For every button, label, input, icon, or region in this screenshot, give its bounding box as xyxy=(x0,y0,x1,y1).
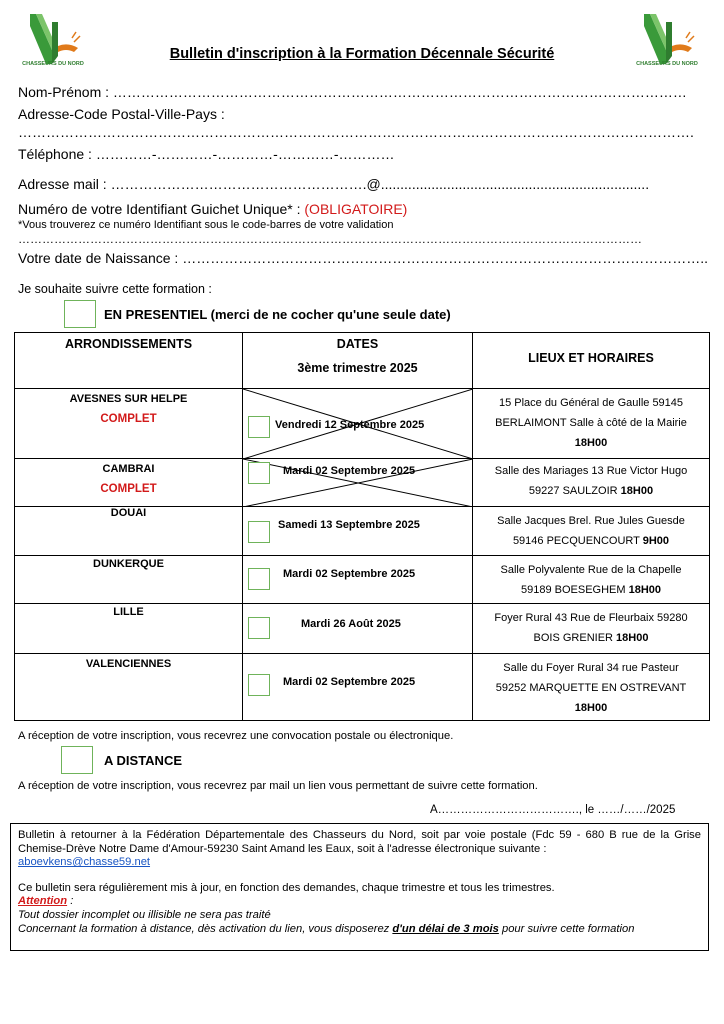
row-city: VALENCIENNES xyxy=(85,658,172,670)
guichet-field[interactable] xyxy=(18,201,407,217)
distance-checkbox[interactable] xyxy=(61,746,93,774)
signature-place-date[interactable]: A………………………………., le ……/……/2025 xyxy=(430,804,676,816)
date-cell xyxy=(243,604,473,654)
row-city: DUNKERQUE xyxy=(93,558,164,570)
formation-intro: Je souhaite suivre cette formation : xyxy=(18,282,212,296)
logo-text: CHASSEURS DU NORD xyxy=(22,61,84,67)
date-checkbox[interactable] xyxy=(248,617,270,639)
date-checkbox[interactable] xyxy=(248,674,270,696)
document-title: Bulletin d'inscription à la Formation Décennale Sécurité xyxy=(169,46,555,62)
nom-label: Nom-Prénom : xyxy=(18,84,113,100)
row-horaire: 18H00 xyxy=(574,702,608,714)
naissance-field[interactable] xyxy=(18,250,708,266)
row-lieu: BOIS GRENIER xyxy=(533,632,617,644)
mail-field[interactable] xyxy=(18,176,649,192)
row-horaire: 18H00 xyxy=(628,584,662,596)
mail-dots: ……………………………………………….@..................................................................... xyxy=(110,176,650,192)
row-date: Mardi 26 Août 2025 xyxy=(301,618,401,630)
date-cell xyxy=(243,654,473,721)
row-city: LILLE xyxy=(113,606,144,618)
row-lieu: 59252 MARQUETTE EN OSTREVANT xyxy=(495,682,687,694)
table-row xyxy=(15,459,710,507)
telephone-field[interactable] xyxy=(18,146,395,162)
row-status: COMPLET xyxy=(100,413,157,425)
attention-colon: : xyxy=(67,895,74,908)
table-row xyxy=(15,556,710,604)
distance-delay-highlight: d'un délai de 3 mois xyxy=(392,922,499,935)
telephone-dots: …………-…………-…………-…………-………… xyxy=(95,146,395,162)
telephone-label: Téléphone : xyxy=(18,146,96,162)
date-cell xyxy=(243,556,473,604)
presentiel-label: EN PRESENTIEL (merci de ne cocher qu'une seule date) xyxy=(104,307,451,322)
row-horaire: 18H00 xyxy=(574,437,608,449)
logo-text: CHASSEURS DU NORD xyxy=(636,61,698,67)
header-lieux: LIEUX ET HORAIRES xyxy=(473,333,710,389)
date-checkbox[interactable] xyxy=(248,521,270,543)
row-lieu: 59146 PECQUENCOURT xyxy=(512,535,643,547)
row-lieu: 15 Place du Général de Gaulle 59145 xyxy=(498,397,684,409)
reception-presentiel-note: A réception de votre inscription, vous recevrez une convocation postale ou électronique. xyxy=(18,730,454,742)
row-lieu: Foyer Rural 43 Rue de Fleurbaix 59280 xyxy=(494,612,688,624)
reception-distance-note: A réception de votre inscription, vous recevrez par mail un lien vous permettant de suivre cette formation. xyxy=(18,780,538,792)
row-lieu: Salle Polyvalente Rue de la Chapelle xyxy=(500,564,682,576)
row-horaire: 18H00 xyxy=(620,485,654,497)
row-lieu: Salle du Foyer Rural 34 rue Pasteur xyxy=(503,662,679,674)
row-date: Mardi 02 Septembre 2025 xyxy=(283,676,416,688)
guichet-note: *Vous trouverez ce numéro Identifiant sous le code-barres de votre validation xyxy=(18,219,394,231)
return-instructions-box xyxy=(10,823,709,951)
header-arrondissements: ARRONDISSEMENTS xyxy=(15,333,243,389)
distance-label: A DISTANCE xyxy=(104,753,182,768)
row-date: Mardi 02 Septembre 2025 xyxy=(283,568,416,580)
naissance-label: Votre date de Naissance : xyxy=(18,250,183,266)
presentiel-checkbox[interactable] xyxy=(64,300,96,328)
distance-delay-text: Concernant la formation à distance, dès activation du lien, vous disposerez xyxy=(18,922,393,935)
attention-label: Attention xyxy=(18,895,68,908)
sessions-table xyxy=(14,332,710,721)
row-lieu: Salle des Mariages 13 Rue Victor Hugo xyxy=(494,465,688,477)
guichet-dots[interactable]: ………………………………………………………………………………………………………………………………………… xyxy=(18,232,642,246)
row-horaire: 18H00 xyxy=(616,632,649,644)
row-lieu: BERLAIMONT Salle à côté de la Mairie xyxy=(495,417,687,429)
table-row xyxy=(15,604,710,654)
mail-label: Adresse mail : xyxy=(18,176,111,192)
date-checkbox[interactable] xyxy=(248,568,270,590)
adresse-field[interactable]: ………………………………………………………………………………………………………………………………. xyxy=(18,124,694,140)
incomplete-warning: Tout dossier incomplet ou illisible ne sera pas traité xyxy=(18,908,271,921)
row-date: Mardi 02 Septembre 2025 xyxy=(283,465,416,477)
nom-prenom-field[interactable] xyxy=(18,84,687,100)
header-dates: DATES 3ème trimestre 2025 xyxy=(243,333,473,389)
table-header-row xyxy=(15,333,710,389)
adresse-label: Adresse-Code Postal-Ville-Pays : xyxy=(18,106,225,122)
row-city: CAMBRAI xyxy=(102,463,155,475)
date-cell xyxy=(243,459,473,507)
date-checkbox[interactable] xyxy=(248,416,270,438)
distance-delay-end: pour suivre cette formation xyxy=(498,922,635,935)
date-cell xyxy=(243,389,473,459)
table-row xyxy=(15,507,710,556)
guichet-label: Numéro de votre Identifiant Guichet Unique* : xyxy=(18,201,305,217)
guichet-required: (OBLIGATOIRE) xyxy=(304,201,408,217)
return-address-text: Bulletin à retourner à la Fédération Départementale des Chasseurs du Nord, soit par voie postale (Fdc 59 - 680 B rue de la Grise Chemise-Drève Notre Dame d'Amour-59230 Saint Amand les Eaux, soit à l'adresse électronique suivante : xyxy=(18,829,701,855)
row-horaire: 9H00 xyxy=(642,535,670,547)
date-cell xyxy=(243,507,473,556)
row-city: DOUAI xyxy=(110,507,147,519)
naissance-dots: ………………………………………………………………………………………………….. xyxy=(182,250,708,266)
row-status: COMPLET xyxy=(100,483,157,495)
nom-dots: …………………………………………………………………………………………………………… xyxy=(112,84,687,100)
row-date: Samedi 13 Septembre 2025 xyxy=(278,519,420,531)
update-note: Ce bulletin sera régulièrement mis à jour, en fonction des demandes, chaque trimestre et tous les trimestres. xyxy=(18,881,555,894)
row-lieu: Salle Jacques Brel. Rue Jules Guesde xyxy=(497,515,685,527)
contact-email-link[interactable]: aboevkens@chasse59.net xyxy=(18,856,151,869)
row-lieu: 59189 BOESEGHEM xyxy=(520,584,629,596)
table-row xyxy=(15,389,710,459)
table-row xyxy=(15,654,710,721)
row-lieu: 59227 SAULZOIR xyxy=(528,485,621,497)
date-checkbox[interactable] xyxy=(248,462,270,484)
row-date: Vendredi 12 Septembre 2025 xyxy=(275,419,425,431)
row-city: AVESNES SUR HELPE xyxy=(69,393,188,405)
